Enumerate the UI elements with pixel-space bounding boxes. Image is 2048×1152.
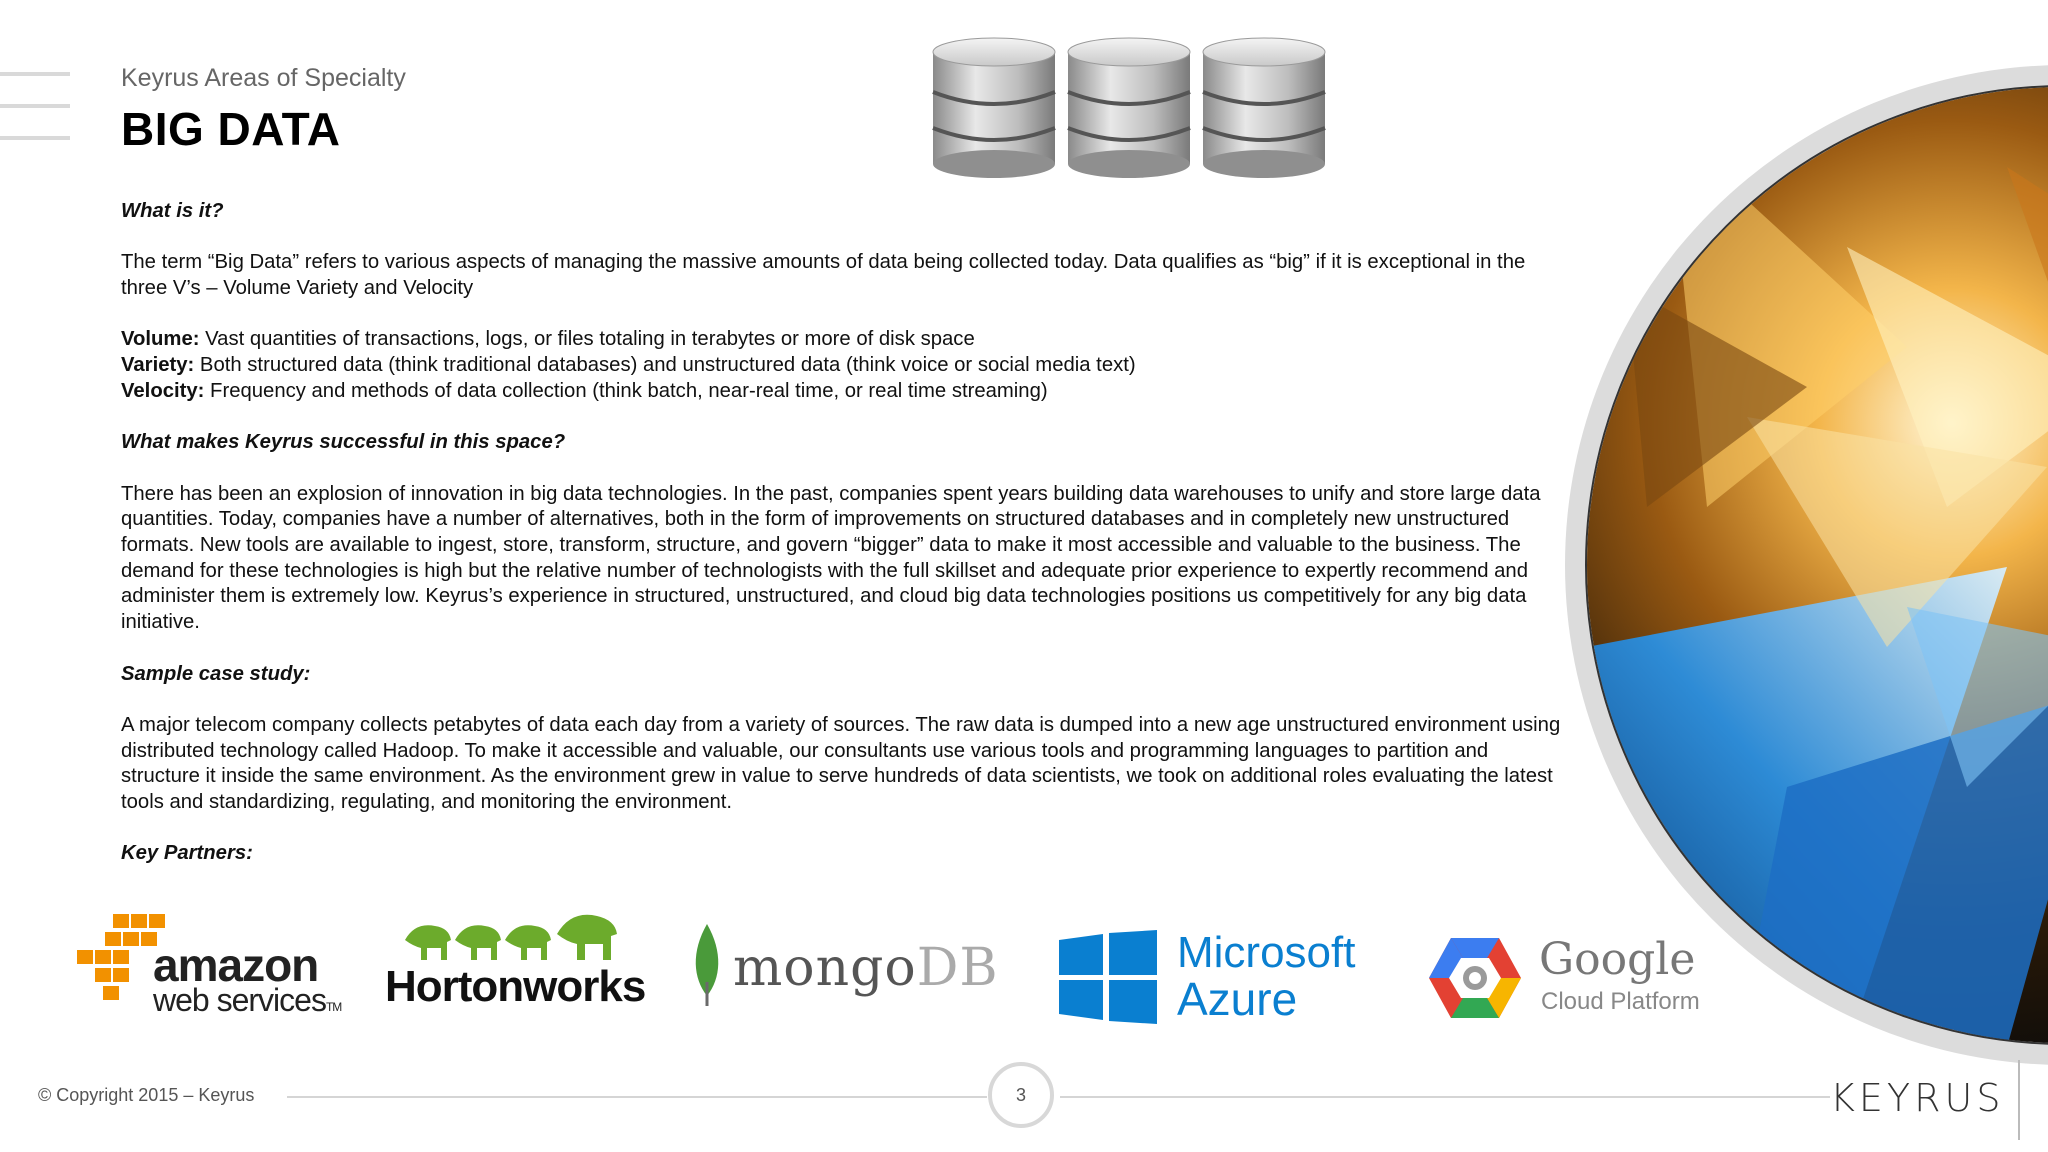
volume-line (121, 327, 1571, 353)
aws-cubes-icon (75, 910, 165, 1005)
aws-line2 (153, 982, 341, 1019)
volume-text: Vast quantities of transactions, logs, or files totaling in terabytes or more of disk space (199, 328, 975, 351)
mongodb-logo (687, 922, 1007, 1022)
success-heading: What makes Keyrus successful in this space? (121, 431, 566, 454)
variety-label: Variety: (121, 354, 195, 377)
google-cloud-hexagon-icon (1427, 934, 1523, 1022)
menu-line (0, 104, 70, 108)
velocity-text: Frequency and methods of data collection (think batch, near-real time, or real time streaming) (204, 379, 1048, 402)
mongodb-leaf-icon (687, 922, 727, 1008)
variety-text: Both structured data (think traditional databases) and unstructured data (think voice or social media text) (194, 354, 1136, 377)
menu-line (0, 136, 70, 140)
footer-divider-left (287, 1096, 987, 1098)
aws-tm: TM (325, 1000, 342, 1014)
azure-line1: Microsoft (1177, 928, 1356, 977)
velocity-line (121, 379, 1571, 405)
page-number: 3 (988, 1062, 1054, 1128)
elephant-icon (385, 910, 645, 970)
azure-line2: Azure (1177, 973, 1298, 1025)
page-title: BIG DATA (121, 103, 341, 155)
mongodb-text-a: mongo (733, 938, 917, 998)
case-paragraph: A major telecom company collects petabytes of data each day from a variety of sources. The raw data is dumped into a new age unstructured environment using distributed technology called Hadoop. To make it accessible and valuable, our consultants use various tools and programming languages to partition and structure it inside the same environment. As the environment grew in value to serve hundreds of data scientists, we took on additional roles evaluating the latest tools and standardizing, regulating, and monitoring the environment. (121, 713, 1561, 814)
menu-line (0, 72, 70, 76)
database-icon (925, 36, 1335, 186)
menu-lines (0, 72, 70, 168)
keyrus-logo: KEYRUS (1830, 1076, 2005, 1120)
database-cylinder (933, 38, 1055, 178)
aws-logo (75, 910, 345, 1020)
aws-line1: amazon (153, 939, 319, 991)
velocity-label: Velocity: (121, 379, 205, 402)
case-heading: Sample case study: (121, 662, 311, 685)
database-cylinder (1203, 38, 1325, 178)
mongodb-text (733, 938, 999, 998)
google-line1: Google (1539, 934, 1696, 985)
mongodb-text-b: DB (916, 938, 999, 998)
page-subtitle: Keyrus Areas of Specialty (121, 64, 406, 92)
hortonworks-text: Hortonworks (385, 962, 646, 1011)
what-heading: What is it? (121, 200, 224, 222)
partner-logos (75, 910, 1715, 1030)
hortonworks-logo (385, 910, 655, 1020)
google-line2: Cloud Platform (1541, 988, 1700, 1015)
copyright: © Copyright 2015 – Keyrus (38, 1085, 255, 1105)
database-cylinder (1068, 38, 1190, 178)
partners-heading: Key Partners: (121, 842, 253, 865)
abstract-image (1585, 85, 2048, 1045)
footer-accent-bar (2018, 1060, 2020, 1140)
volume-label: Volume: (121, 328, 200, 351)
intro-paragraph: The term “Big Data” refers to various aspects of managing the massive amounts of data being collected today. Data qualifies as “big” if it is exceptional in the three V’s – Volume Variety and Velocity (121, 251, 1526, 300)
azure-logo (1059, 930, 1389, 1030)
success-paragraph: There has been an explosion of innovation in big data technologies. In the past, companies spent years building data warehouses to unify and store large data quantities. Today, companies have a number of alternatives, both in the form of improvements on structured databases and in completely new unstructured formats. New tools are available to ingest, store, transform, structure, and govern “bigger” data to make it most accessible and valuable to the business. The demand for these technologies is high but the relative number of technologists with the full skillset and adequate prior experience to expertly recommend and administer them is extremely low. Keyrus’s experience in structured, unstructured, and cloud big data technologies positions us competitively for any big data initiative. (121, 482, 1541, 634)
body-text (121, 199, 1571, 867)
footer-divider-right (1060, 1096, 1830, 1098)
google-cloud-logo (1427, 934, 1727, 1034)
variety-line (121, 353, 1571, 379)
aws-line2-text: web services (153, 982, 326, 1018)
windows-icon (1059, 930, 1157, 1024)
